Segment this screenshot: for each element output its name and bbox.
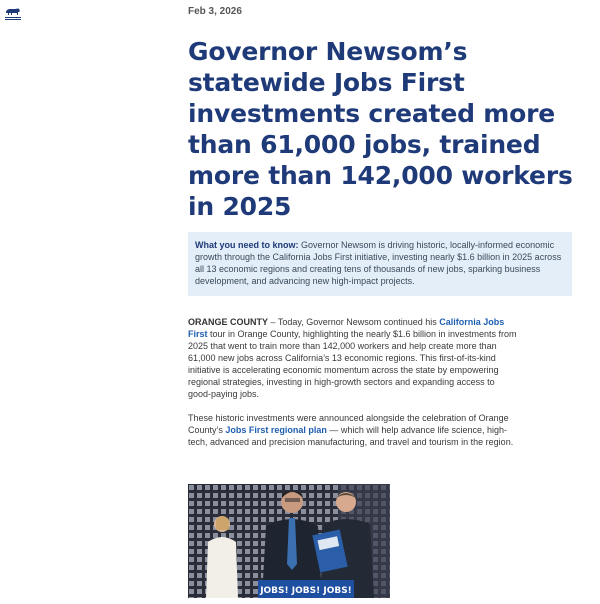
dateline: ORANGE COUNTY (188, 317, 269, 327)
article-date: Feb 3, 2026 (188, 6, 242, 17)
paragraph-1-text-a: – Today, Governor Newsom continued his (268, 317, 440, 327)
california-bear-logo-icon[interactable] (4, 4, 22, 22)
callout-label: What you need to know: (195, 240, 299, 250)
california-jobs-first-link[interactable]: California Jobs First (188, 317, 505, 339)
podium-sign-text: JOBS! JOBS! JOBS! (260, 586, 352, 596)
jobs-first-regional-plan-link[interactable]: Jobs First regional plan (225, 425, 327, 435)
article-paragraph-1 (188, 316, 518, 400)
what-you-need-to-know-callout (188, 232, 572, 296)
paragraph-1-text-b: tour in Orange County, highlighting the nearly $1.6 billion in investments from 2025 that went to train more than 142,000 workers and help create more than 61,000 new jobs across California’s 13 economic regions. This first-of-its-kind initiative is accelerating economic momentum across the state by empowering regional strategies, investing in high-growth sectors and expanding access to good-paying jobs. (188, 329, 517, 399)
article-photo (188, 484, 390, 598)
article-paragraph-2 (188, 412, 518, 448)
paragraph-2-text-a: These historic investments were announced alongside the celebration of Orange County’s (188, 413, 509, 435)
callout-text: Governor Newsom is driving historic, locally-informed economic growth through the California Jobs First initiative, investing nearly $1.6 billion in 2025 across all 13 economic regions and creating tens of thousands of new jobs, sparking business development, and advancing new high-impact projects. (195, 240, 562, 286)
article-title: Governor Newsom’s statewide Jobs First investments created more than 61,000 jobs, trained more than 142,000 workers in 2025 (188, 37, 573, 221)
paragraph-2-text-b: — which will help advance life science, high-tech, advanced and precision manufacturing, and travel and tourism in the region. (188, 425, 514, 447)
